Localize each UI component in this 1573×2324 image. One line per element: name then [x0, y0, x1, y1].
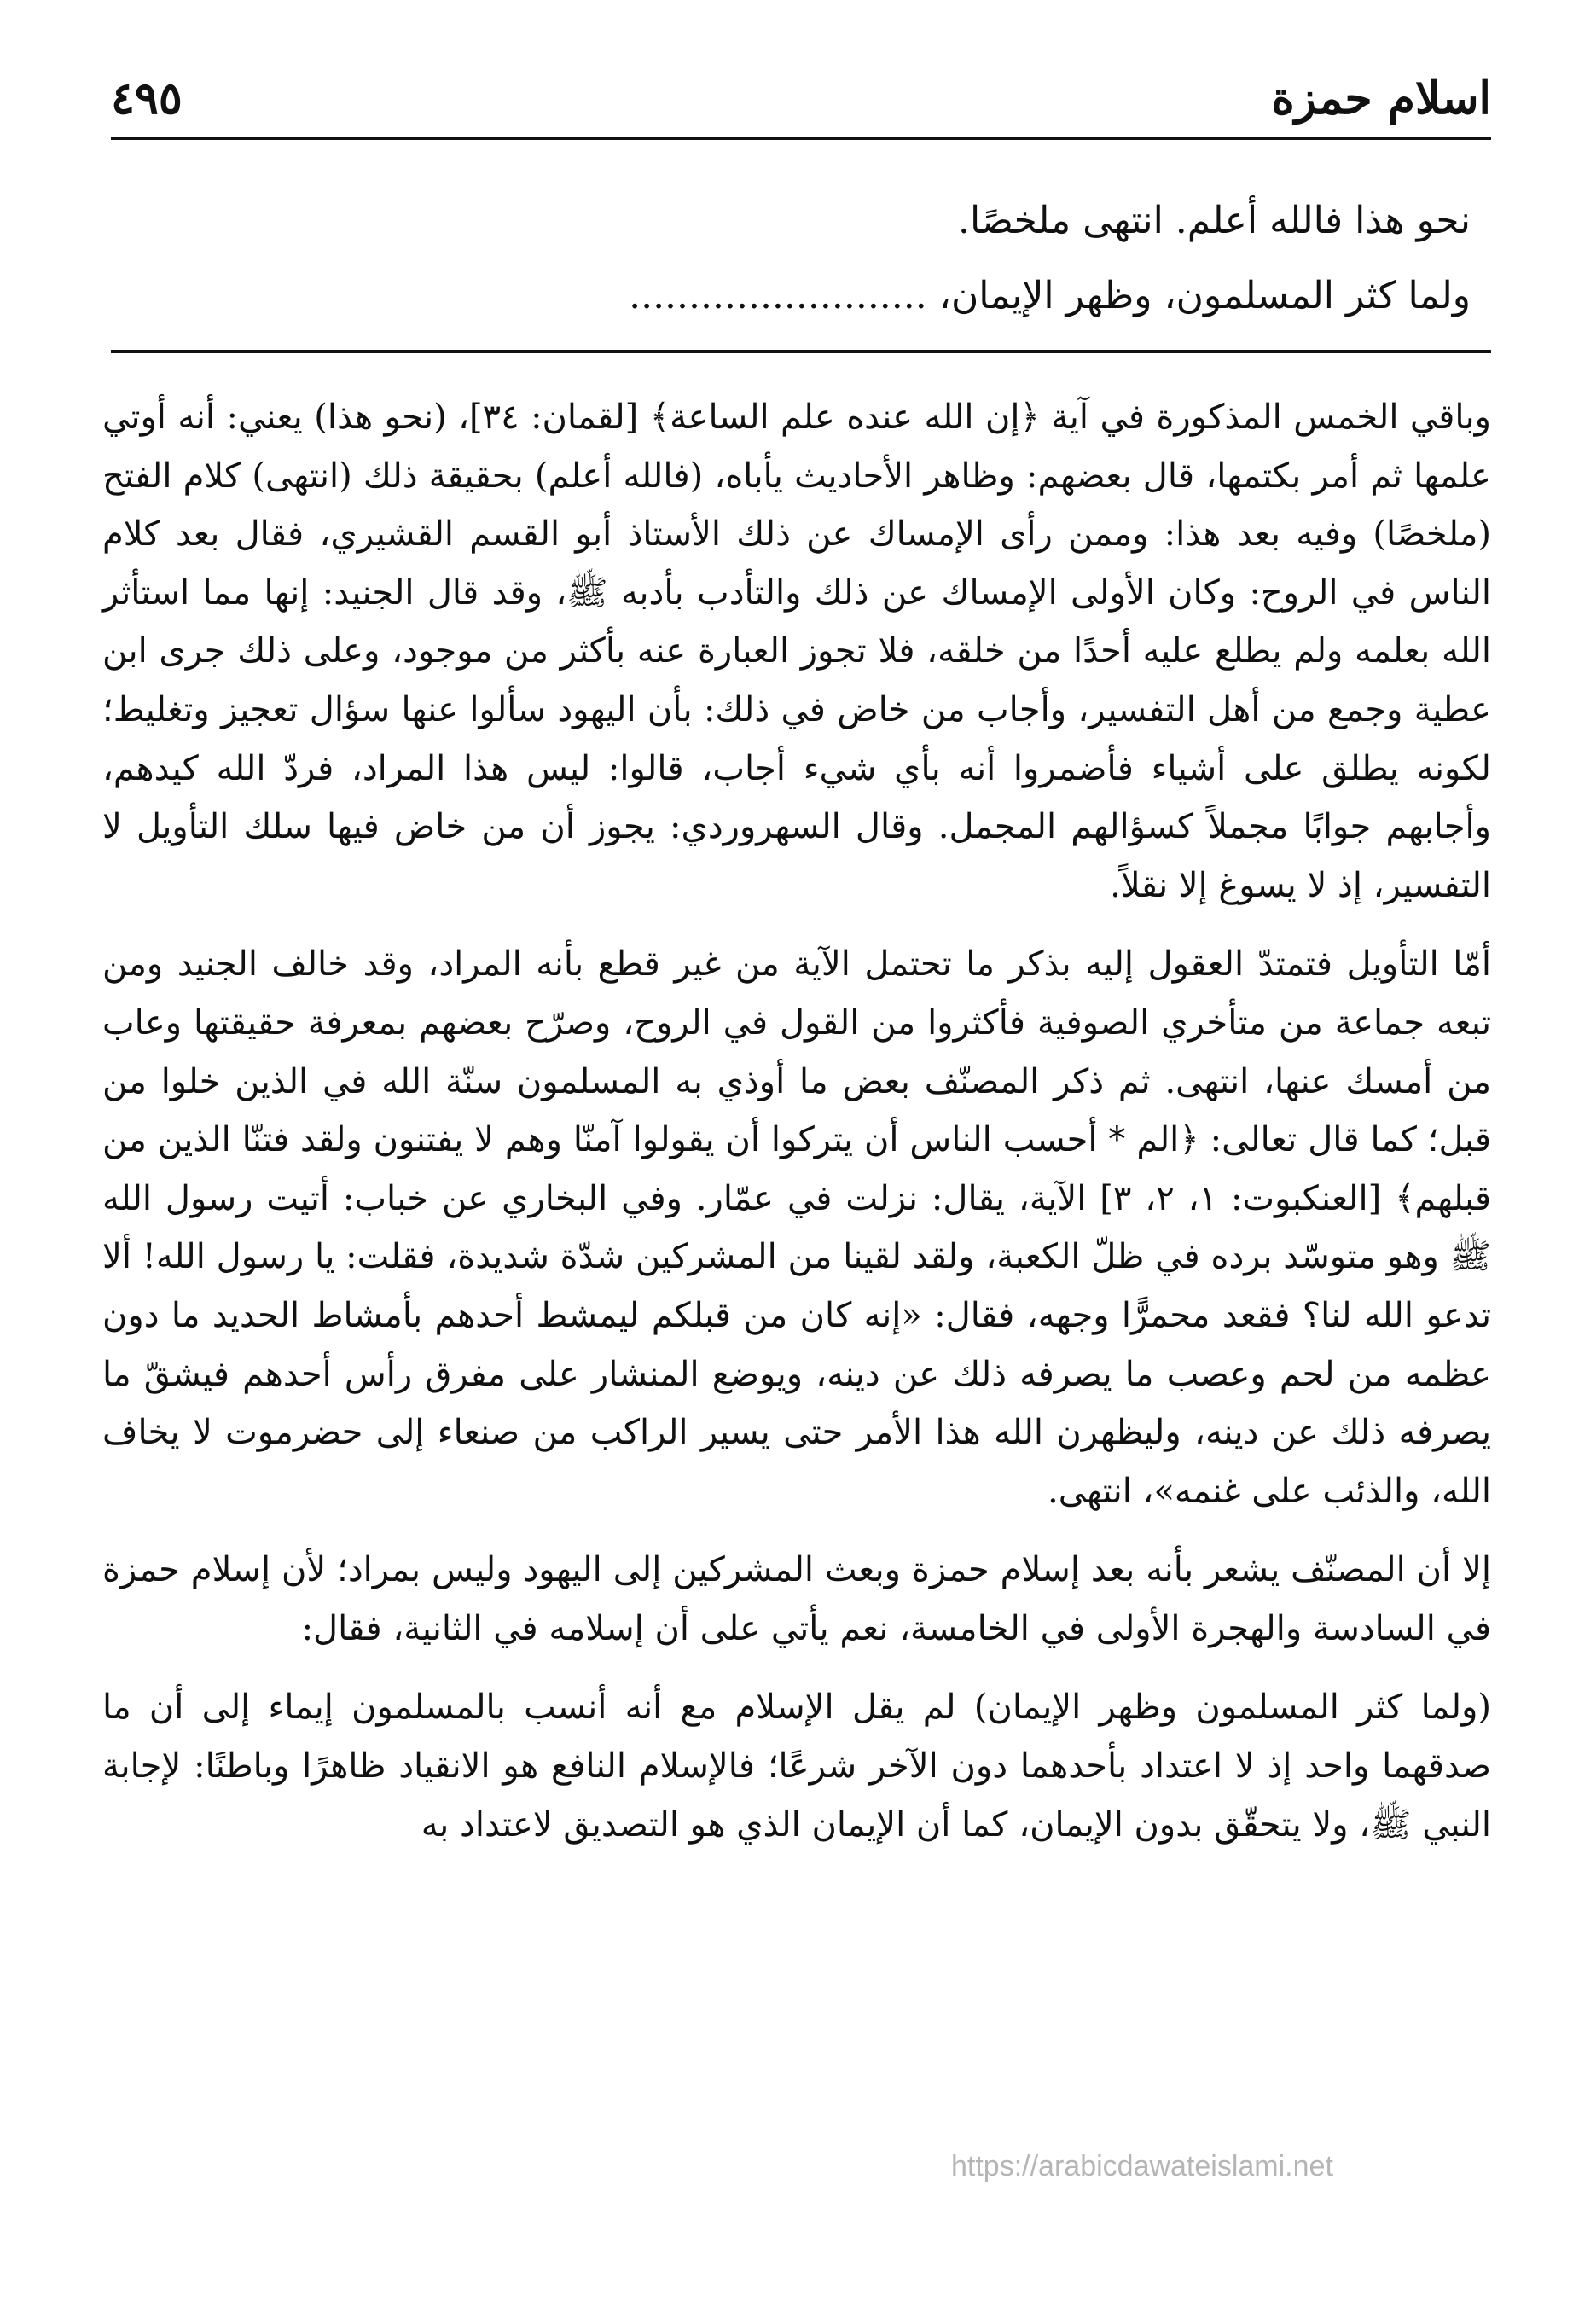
matn-separator-rule — [111, 350, 1491, 353]
matn-text — [111, 183, 1471, 334]
matn-line: نحو هذا فالله أعلم. انتهى ملخصًا. — [958, 199, 1471, 242]
watermark-url: https://arabicdawateislami.net — [951, 2150, 1333, 2182]
commentary-paragraph: أمّا التأويل فتمتدّ العقول إليه بذكر ما تحتمل الآية من غير قطع بأنه المراد، وقد خالف الجنيد ومن تبعه جماعة من متأخري الصوفية فأكثروا من القول في الروح، وصرّح بعضهم بمعرفة حقيقتها وعاب من أمسك عنها، انتهى. ثم ذكر المصنّف بعض ما أوذي به المسلمون سنّة الله في الذين خلوا من قبل؛ كما قال تعالى: ﴿الم * أحسب الناس أن يتركوا أن يقولوا آمنّا وهم لا يفتنون ولقد فتنّا الذين من قبلهم﴾ [العنكبوت: ١، ٢، ٣] الآية، يقال: نزلت في عمّار. وفي البخاري عن خباب: أتيت رسول الله ﷺ وهو متوسّد برده في ظلّ الكعبة، ولقد لقينا من المشركين شدّة شديدة، فقلت: يا رسول الله! ألا تدعو الله لنا؟ فقعد محمرًّا وجهه، فقال: «إنه كان من قبلكم ليمشط أحدهم بأمشاط الحديد ما دون عظمه من لحم وعصب ما يصرفه ذلك عن دينه، ويوضع المنشار على مفرق رأس أحدهم فيشقّ ما يصرفه ذلك عن دينه، وليظهرن الله هذا الأمر حتى يسير الراكب من صنعاء إلى حضرموت لا يخاف الله، والذئب على غنمه»، انتهى. — [102, 944, 1492, 1511]
page-header — [111, 60, 1491, 137]
commentary-paragraph: إلا أن المصنّف يشعر بأنه بعد إسلام حمزة وبعث المشركين إلى اليهود وليس بمراد؛ لأن إسلام حمزة في السادسة والهجرة الأولى في الخامسة، نعم يأتي على أن إسلامه في الثانية، فقال: — [102, 1550, 1491, 1648]
commentary-paragraph: (ولما كثر المسلمون وظهر الإيمان) لم يقل الإسلام مع أنه أنسب بالمسلمون إيماء إلى أن ما صدقهما واحد إذ لا اعتداد بأحدهما دون الآخر شرعًا؛ فالإسلام النافع هو الانقياد ظاهرًا وباطنًا: لإجابة النبي ﷺ، ولا يتحقّق بدون الإيمان، كما أن الإيمان الذي هو التصديق لاعتداد به — [102, 1688, 1491, 1845]
commentary-paragraph: وباقي الخمس المذكورة في آية ﴿إن الله عنده علم الساعة﴾ [لقمان: ٣٤]، (نحو هذا) يعني: أنه أوتي علمها ثم أمر بكتمها، قال بعضهم: وظاهر الأحاديث يأباه، (فالله أعلم) بحقيقة ذلك (انتهى) كلام الفتح (ملخصًا) وفيه بعد هذا: وممن رأى الإمساك عن ذلك الأستاذ أبو القسم القشيري، فقال بعد كلام الناس في الروح: وكان الأولى الإمساك عن ذلك والتأدب بأدبه ﷺ، وقد قال الجنيد: إنها مما استأثر الله بعلمه ولم يطلع عليه أحدًا من خلقه، فلا تجوز العبارة عنه بأكثر من موجود، وعلى ذلك جرى ابن عطية وجمع من أهل التفسير، وأجاب من خاض في ذلك: بأن اليهود سألوا عنها سؤال تعجيز وتغليط؛ لكونه يطلق على أشياء فأضمروا أنه بأي شيء أجاب، قالوا: ليس هذا المراد، فردّ الله كيدهم، وأجابهم جوابًا مجملاً كسؤالهم المجمل. وقال السهروردي: يجوز أن من خاض فيها سلك التأويل لا التفسير، إذ لا يسوغ إلا نقلاً. — [102, 398, 1492, 905]
running-head: اسلام حمزة — [1271, 72, 1491, 125]
matn-line: ولما كثر المسلمون، وظهر الإيمان، ......................... — [629, 274, 1471, 317]
page-number: ٤٩٥ — [111, 72, 183, 125]
header-rule — [111, 137, 1491, 140]
commentary-text — [102, 388, 1491, 1854]
